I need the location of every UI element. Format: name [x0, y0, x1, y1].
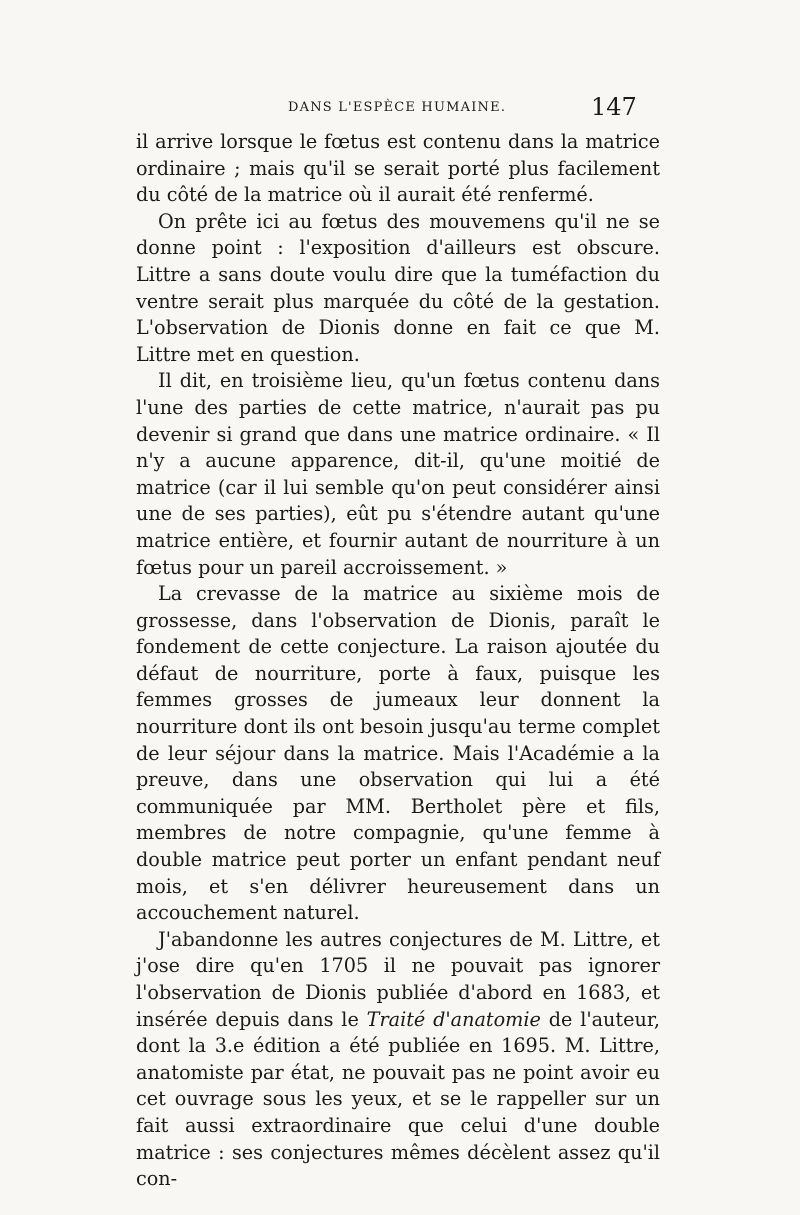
page-number: 147 — [591, 93, 637, 121]
book-title-italic: Traité d'anatomie — [366, 1007, 541, 1031]
paragraph-text: J'abandonne les autres conjectures de M. Littre, et j'ose dire qu'en 1705 il ne pouvait pas ignorer l'observation de Dionis publiée d'abord en 1683, et insérée depuis dans le — [136, 927, 660, 1031]
page-header — [136, 93, 660, 123]
paragraph: Il dit, en troisième lieu, qu'un fœtus contenu dans l'une des parties de cette matrice, n'aurait pas pu devenir si grand que dans une matrice ordinaire. « Il n'y a aucune apparence, dit-il, qu'une moitié de matrice (car il lui semble qu'on peut considérer ainsi une de ses parties), eût pu s'étendre autant qu'une matrice entière, et fournir autant de nourriture à un fœtus pour un pareil accroissement. » — [136, 369, 660, 579]
paragraph: La crevasse de la matrice au sixième mois de grossesse, dans l'observation de Dionis, paraît le fondement de cette conjecture. La raison ajoutée du défaut de nourriture, porte à faux, puisque les femmes grosses de jumeaux leur donnent la nourriture dont ils ont besoin jusqu'au terme complet de leur séjour dans la matrice. Mais l'Académie a la preuve, dans une observation qui lui a été communiquée par MM. Bertholet père et fils, membres de notre compagnie, qu'une femme à double matrice peut porter un enfant pendant neuf mois, et s'en délivrer heureusement dans un accouchement naturel. — [136, 582, 660, 925]
paragraph: il arrive lorsque le fœtus est contenu dans la matrice ordinaire ; mais qu'il se serait porté plus facilement du côté de la matrice où il aurait été renfermé. — [136, 130, 660, 207]
running-title: DANS L'ESPÈCE HUMAINE. — [288, 100, 507, 115]
paragraph — [136, 927, 660, 1193]
paragraph-text: de l'auteur, dont la 3.e édition a été publiée en 1695. M. Littre, anatomiste par état, ne pouvait pas ne point avoir eu cet ouvrage sous les yeux, et se le rappeller sur un fait aussi extraordinaire que celui d'une double matrice : ses conjectures mêmes décèlent assez qu'il con- — [136, 1007, 660, 1191]
body-text — [136, 129, 660, 1193]
paragraph: On prête ici au fœtus des mouvemens qu'il ne se donne point : l'exposition d'ailleurs est obscure. Littre a sans doute voulu dire que la tuméfaction du ventre serait plus marquée du côté de la gestation. L'observation de Dionis donne en fait ce que M. Littre met en question. — [136, 209, 660, 366]
